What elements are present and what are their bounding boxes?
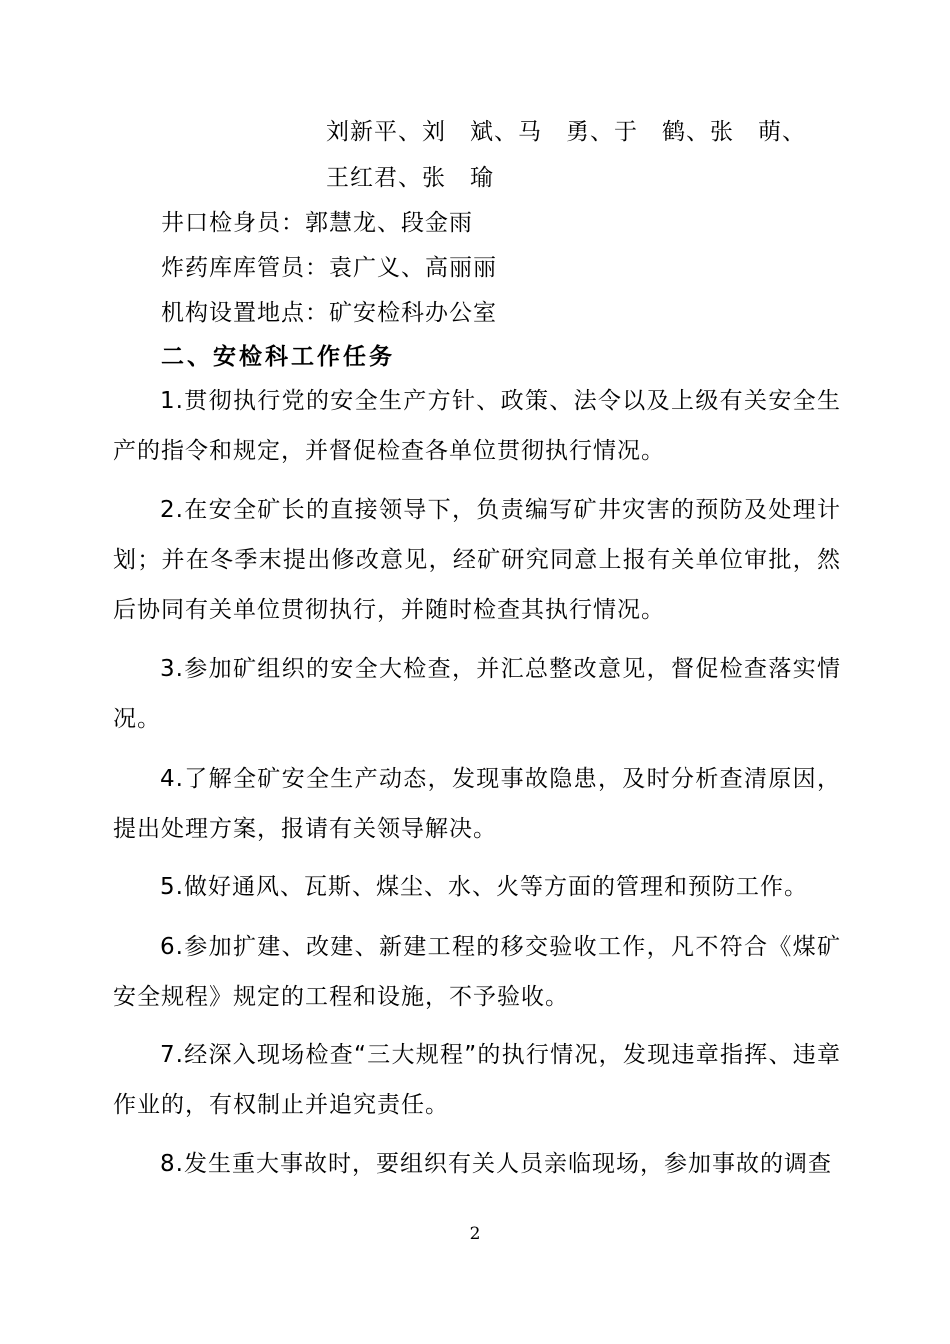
staff-names-line-1: 刘新平、刘 斌、马 勇、于 鹤、张 萌、 bbox=[326, 119, 806, 145]
explosives-keepers-line: 炸药库库管员：袁广义、高丽丽 bbox=[161, 255, 497, 281]
task-item: 2.在安全矿长的直接领导下，负责编写矿井灾害的预防及处理计划；并在冬季末提出修改意见，经矿研究同意上报有关单位审批，然后协同有关单位贯彻执行，并随时检查其执行情况。 bbox=[113, 497, 841, 623]
task-item: 4.了解全矿安全生产动态，发现事故隐患，及时分析查清原因，提出处理方案，报请有关领导解决。 bbox=[113, 766, 841, 842]
page-number: 2 bbox=[469, 1224, 481, 1244]
task-item: 5.做好通风、瓦斯、煤尘、水、火等方面的管理和预防工作。 bbox=[160, 874, 808, 900]
task-item: 3.参加矿组织的安全大检查，并汇总整改意见，督促检查落实情况。 bbox=[113, 656, 841, 732]
office-location-line: 机构设置地点：矿安检科办公室 bbox=[161, 300, 497, 326]
task-item: 8.发生重大事故时，要组织有关人员亲临现场，参加事故的调查 bbox=[160, 1151, 832, 1177]
task-item: 7.经深入现场检查“三大规程”的执行情况，发现违章指挥、违章作业的，有权制止并追究责任。 bbox=[113, 1042, 841, 1118]
wellhead-inspectors-line: 井口检身员：郭慧龙、段金雨 bbox=[161, 210, 473, 236]
section-heading: 二、安检科工作任务 bbox=[161, 344, 395, 370]
task-item: 1.贯彻执行党的安全生产方针、政策、法令以及上级有关安全生产的指令和规定，并督促检查各单位贯彻执行情况。 bbox=[113, 388, 841, 464]
staff-names-line-2: 王红君、张 瑜 bbox=[326, 165, 494, 191]
task-item: 6.参加扩建、改建、新建工程的移交验收工作，凡不符合《煤矿安全规程》规定的工程和设施，不予验收。 bbox=[113, 934, 841, 1010]
